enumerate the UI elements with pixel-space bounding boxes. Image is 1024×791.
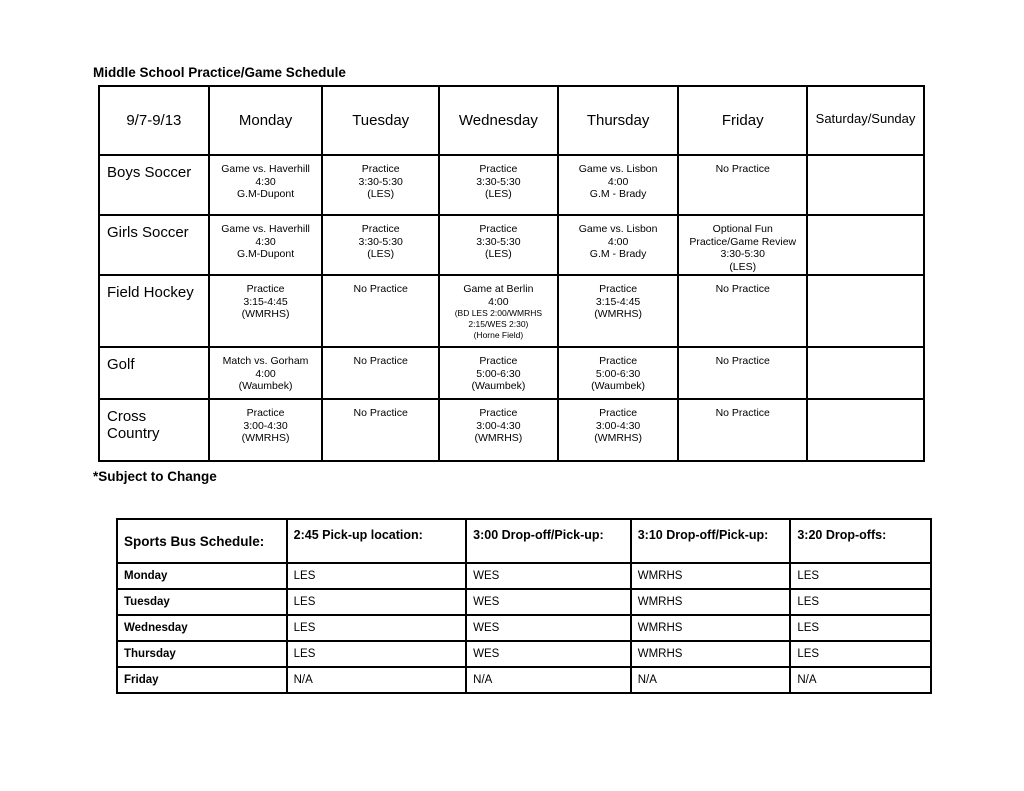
bus-day: Friday [117,667,287,693]
bus-location: N/A [466,667,631,693]
schedule-cell [209,275,323,347]
schedule-cell-line: 3:00-4:30 [476,419,521,432]
schedule-cell [209,399,323,461]
schedule-cell-line: (WMRHS) [594,308,643,320]
schedule-cell [322,399,439,461]
schedule-row [99,275,924,347]
schedule-cell-detail: (BD LES 2:00/WMRHS [454,308,543,318]
schedule-cell [209,155,323,215]
bus-location: LES [287,563,467,589]
bus-location: WES [466,589,631,615]
schedule-cell-line: Game vs. Haverhill [221,163,310,175]
schedule-cell-line: 3:30-5:30 [476,235,521,248]
page-title: Middle School Practice/Game Schedule [93,65,346,80]
bus-day: Wednesday [117,615,287,641]
schedule-cell-line: 4:00 [607,235,629,248]
schedule-cell [322,347,439,399]
bus-location: LES [790,615,931,641]
schedule-cell-line: Match vs. Gorham [222,355,309,367]
bus-header: 3:10 Drop-off/Pick-up: [631,519,791,563]
schedule-row [99,347,924,399]
schedule-cell-line: No Practice [715,163,770,175]
schedule-cell [439,215,558,275]
bus-row [117,641,931,667]
schedule-cell-line: (Waumbek) [591,380,646,392]
schedule-cell-line: Game vs. Haverhill [221,223,310,235]
week-range: 9/7-9/13 [99,86,209,155]
schedule-cell-line: (Waumbek) [471,380,526,392]
schedule-cell-line: No Practice [715,283,770,295]
bus-location: LES [287,641,467,667]
schedule-cell-line: Practice [361,163,400,175]
sport-name-line: Golf [107,356,135,373]
schedule-cell-line: 3:30-5:30 [476,175,521,188]
schedule-cell-line: 4:00 [255,367,276,380]
schedule-cell [558,215,679,275]
schedule-cell-line: No Practice [715,355,770,367]
schedule-cell-line: G.M-Dupont [236,248,295,260]
sport-name-line: Country [107,425,160,442]
schedule-cell-line: (LES) [484,248,512,260]
schedule-cell [558,155,679,215]
sport-name [99,347,209,399]
schedule-cell [322,215,439,275]
sport-name-line: Cross [107,408,147,425]
bus-header: 2:45 Pick-up location: [287,519,467,563]
day-header-thursday: Thursday [558,86,679,155]
bus-day: Tuesday [117,589,287,615]
bus-row [117,563,931,589]
day-header-wednesday: Wednesday [439,86,558,155]
schedule-cell-line: Game at Berlin [463,283,534,295]
schedule-cell [439,155,558,215]
schedule-cell-line: (WMRHS) [594,432,643,444]
bus-location: N/A [790,667,931,693]
schedule-cell-line: Game vs. Lisbon [578,223,658,235]
bus-header-row [117,519,931,563]
sport-name-line: Field Hockey [107,284,194,301]
bus-location: WES [466,615,631,641]
schedule-cell-line: Practice [479,223,518,235]
schedule-cell-line: 3:00-4:30 [243,419,288,432]
schedule-cell-line: (Waumbek) [238,380,293,392]
schedule-cell [439,399,558,461]
schedule-cell [439,275,558,347]
schedule-cell-line: (WMRHS) [241,308,290,320]
schedule-cell [209,215,323,275]
bus-location: LES [790,641,931,667]
bus-location: LES [287,589,467,615]
schedule-cell-line: 3:15-4:45 [595,295,641,308]
bus-location: LES [790,589,931,615]
bus-location: WES [466,563,631,589]
bus-row [117,589,931,615]
practice-schedule-table [98,85,925,462]
schedule-cell [558,399,679,461]
schedule-cell-line: 5:00-6:30 [595,367,641,380]
schedule-cell-line: Practice [599,355,638,367]
bus-location: WMRHS [631,615,791,641]
schedule-cell [322,275,439,347]
bus-schedule-table [116,518,932,694]
schedule-cell-line: 3:30-5:30 [358,175,403,188]
schedule-cell [807,155,924,215]
sport-name [99,399,209,461]
schedule-cell [678,215,807,275]
schedule-cell [807,275,924,347]
bus-header: 3:20 Drop-offs: [790,519,931,563]
bus-location: N/A [287,667,467,693]
sport-name-line: Girls Soccer [107,224,189,241]
bus-header: 3:00 Drop-off/Pick-up: [466,519,631,563]
schedule-cell [678,155,807,215]
schedule-cell-line: 4:00 [488,295,509,308]
schedule-cell-line: Practice [479,163,518,175]
schedule-cell-line: 3:30-5:30 [720,248,765,260]
schedule-cell-detail: 2:15/WES 2:30) [468,319,529,329]
schedule-cell [209,347,323,399]
bus-location: N/A [631,667,791,693]
schedule-cell [558,275,679,347]
schedule-cell-line: Practice [479,407,518,419]
schedule-cell-line: Optional Fun [712,223,773,235]
bus-day: Monday [117,563,287,589]
schedule-cell-line: 3:00-4:30 [595,419,641,432]
schedule-cell [807,215,924,275]
schedule-cell-line: No Practice [715,407,770,419]
day-header-monday: Monday [209,86,323,155]
sport-name [99,215,209,275]
bus-location: LES [287,615,467,641]
schedule-cell-line: (LES) [367,248,395,260]
day-header-friday: Friday [678,86,807,155]
bus-location: LES [790,563,931,589]
schedule-cell [558,347,679,399]
schedule-row [99,155,924,215]
schedule-cell-line: G.M - Brady [589,188,647,200]
schedule-cell-line: Practice [479,355,518,367]
schedule-cell-line: Practice [246,407,285,419]
schedule-cell-line: 3:15-4:45 [243,295,288,308]
schedule-cell [807,347,924,399]
schedule-cell-line: Practice [246,283,285,295]
schedule-cell-line: (LES) [367,188,395,200]
bus-row [117,667,931,693]
schedule-row [99,399,924,461]
schedule-cell [439,347,558,399]
subject-to-change-note: *Subject to Change [93,469,217,484]
schedule-cell-line: G.M - Brady [589,248,647,260]
schedule-cell-line: No Practice [353,407,408,419]
schedule-cell-detail: (Horne Field) [473,330,524,340]
day-header-tuesday: Tuesday [322,86,439,155]
schedule-header-row [99,86,924,155]
schedule-cell-line: Practice [361,223,400,235]
schedule-cell-line: No Practice [353,355,408,367]
schedule-cell [678,275,807,347]
schedule-row [99,215,924,275]
schedule-cell-line: 4:30 [255,235,276,248]
bus-location: WMRHS [631,563,791,589]
schedule-cell-line: Game vs. Lisbon [578,163,658,175]
sport-name [99,155,209,215]
day-header-weekend: Saturday/Sunday [807,86,924,155]
schedule-cell-line: Practice [599,283,638,295]
bus-row [117,615,931,641]
bus-header: Sports Bus Schedule: [117,519,287,563]
bus-location: WES [466,641,631,667]
schedule-cell-line: G.M-Dupont [236,188,295,200]
schedule-cell-line: 3:30-5:30 [358,235,403,248]
schedule-cell-line: (LES) [729,260,757,273]
schedule-cell [322,155,439,215]
schedule-cell [807,399,924,461]
schedule-cell-line: (WMRHS) [241,432,290,444]
schedule-cell [678,347,807,399]
schedule-cell-line: No Practice [353,283,408,295]
sport-name [99,275,209,347]
schedule-cell-line: (LES) [484,188,512,200]
schedule-cell-line: Practice/Game Review [689,235,797,248]
schedule-cell-line: 4:30 [255,175,276,188]
schedule-cell-line: 4:00 [607,175,629,188]
sport-name-line: Boys Soccer [107,164,192,181]
bus-day: Thursday [117,641,287,667]
schedule-cell-line: Practice [599,407,638,419]
schedule-cell-line: (WMRHS) [474,432,523,444]
schedule-cell-line: 5:00-6:30 [476,367,521,380]
schedule-cell [678,399,807,461]
bus-location: WMRHS [631,641,791,667]
bus-location: WMRHS [631,589,791,615]
